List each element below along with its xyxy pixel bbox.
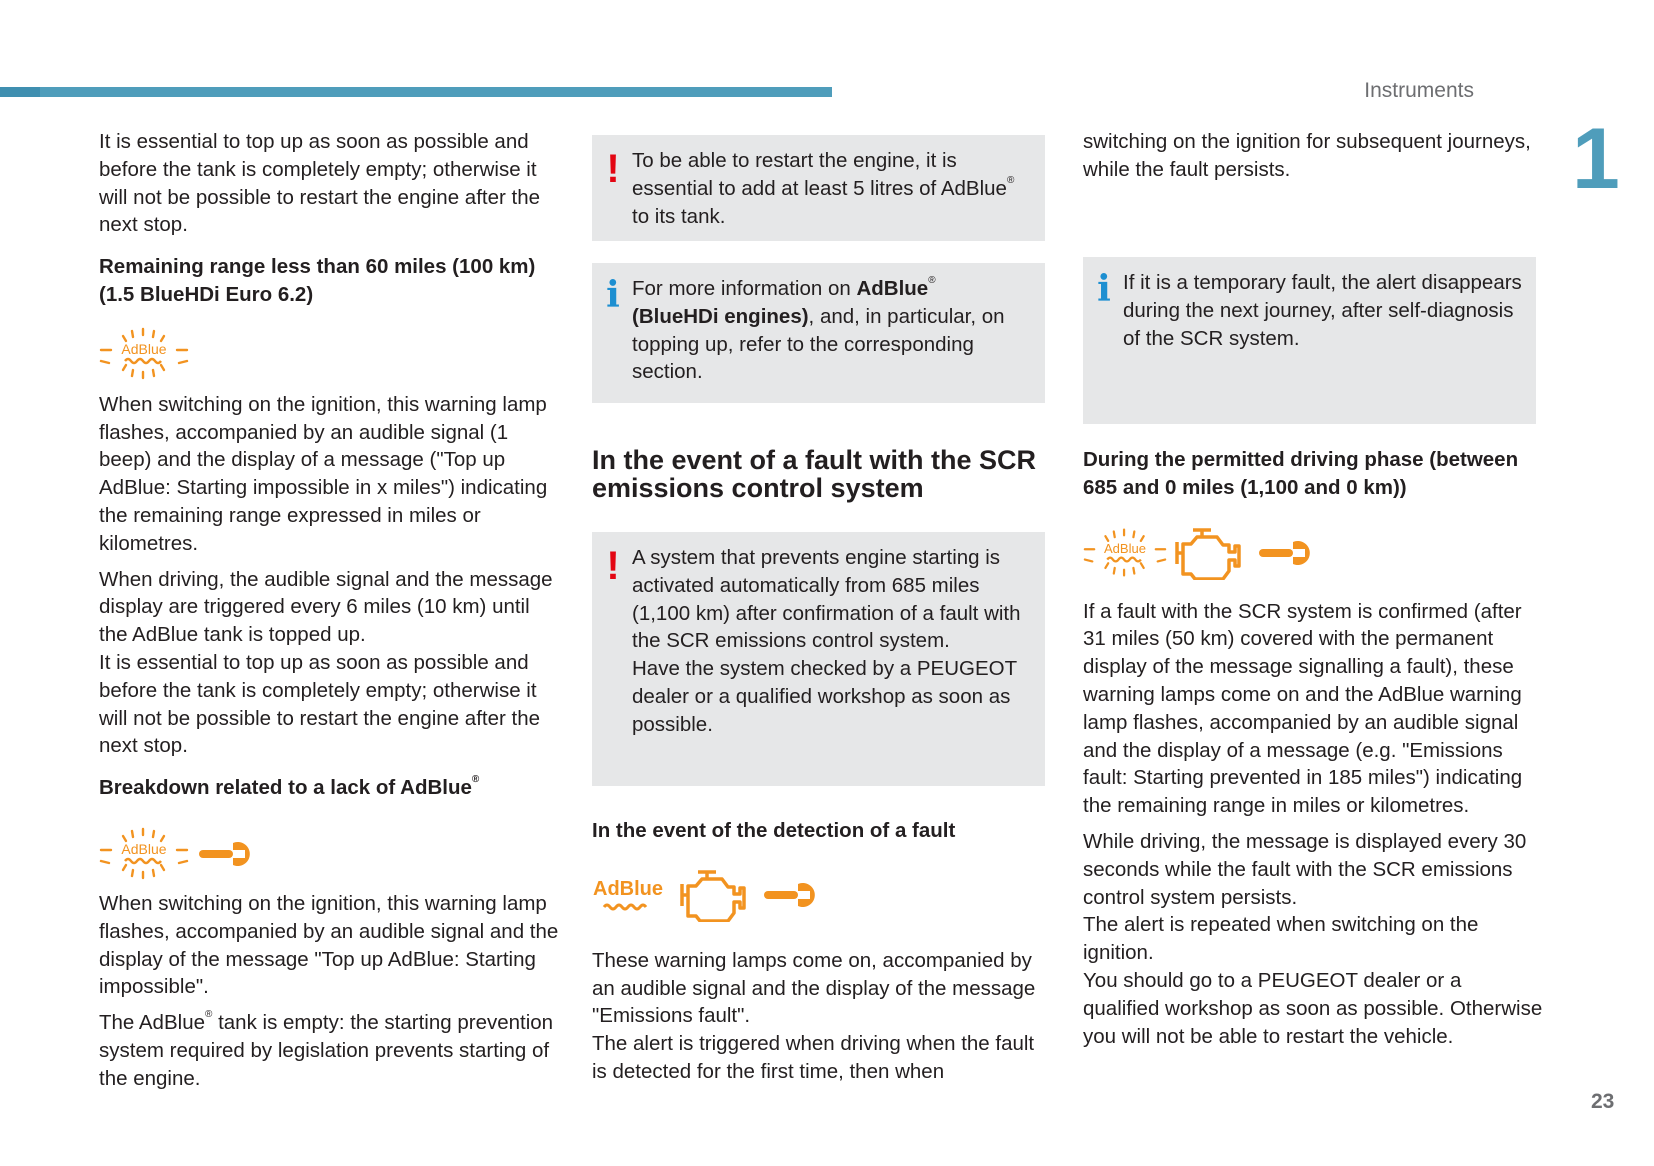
adblue-flashing-warning-icon: [99, 823, 189, 885]
header-accent-bar: [0, 87, 832, 97]
paragraph: When switching on the ignition, this warning lamp flashes, accompanied by an audible signal (1 beep) and the display of a message ("Top up AdBlue: Starting impossible in x miles") indicating the remaining range expressed in miles or kilometres.: [99, 392, 548, 555]
heading-detection-of-fault: In the event of the detection of a fault: [592, 819, 956, 842]
paragraph: The AdBlue® tank is empty: the starting prevention system required by legislation prevents starting of the engine.: [99, 1009, 554, 1090]
warning-box-starting-prevention: [592, 532, 1045, 786]
chapter-number: 1: [1572, 111, 1620, 207]
warning-box-text: To be able to restart the engine, it is essential to add at least 5 litres of AdBlue® to its tank.: [632, 149, 1015, 228]
adblue-flashing-warning-icon: [1083, 524, 1167, 582]
page-number: 23: [1591, 1090, 1615, 1113]
heading-remaining-range: Remaining range less than 60 miles (100 km) (1.5 BlueHDi Euro 6.2): [99, 255, 536, 306]
warning-exclamation-icon: !: [606, 147, 620, 191]
warning-box-restart: [592, 135, 1045, 241]
adblue-icon-label: AdBlue: [1103, 540, 1147, 556]
column-3-lower: [1083, 446, 1543, 1058]
info-box-temporary-fault: [1083, 257, 1536, 424]
paragraph: The alert is repeated when switching on the ignition.: [1083, 913, 1479, 965]
paragraph: You should go to a PEUGEOT dealer or a qualified workshop as soon as possible. Otherwise you will not be able to restart the vehicle.: [1083, 968, 1543, 1048]
adblue-icon-label: AdBlue: [121, 840, 167, 857]
paragraph: It is essential to top up as soon as possible and before the tank is completely empty; otherwise it will not be possible to restart the engine after the next stop.: [99, 650, 541, 758]
engine-fault-icon: [1171, 526, 1243, 580]
adblue-breakdown-icons: [99, 822, 559, 886]
column-1: [99, 128, 559, 1101]
info-box-text: For more information on AdBlue® (BlueHDi engines), and, in particular, on topping up, refer to the corresponding section.: [632, 275, 1005, 384]
paragraph: switching on the ignition for subsequent journeys, while the fault persists.: [1083, 130, 1531, 181]
wrench-icon: [197, 839, 257, 869]
adblue-flashing-warning-icon: [99, 323, 559, 387]
section-heading-scr-fault: In the event of a fault with the SCR emissions control system: [592, 445, 1037, 503]
paragraph: While driving, the message is displayed every 30 seconds while the fault with the SCR emissions control system persists.: [1083, 829, 1527, 909]
permitted-driving-icons: [1083, 522, 1543, 584]
wrench-icon: [762, 880, 822, 910]
heading-permitted-driving-phase: During the permitted driving phase (between 685 and 0 miles (1,100 and 0 km)): [1083, 448, 1519, 499]
wrench-icon: [1257, 538, 1317, 568]
info-icon: i: [1097, 268, 1111, 310]
paragraph: When driving, the audible signal and the message display are triggered every 6 miles (10 km) until the AdBlue tank is topped up.: [99, 567, 553, 647]
engine-fault-icon: [676, 868, 748, 922]
adblue-icon-label: AdBlue: [593, 877, 663, 900]
paragraph: If a fault with the SCR system is confirmed (after 31 miles (50 km) covered with the permanent display of the message signalling a fault), these warning lamps come on and the AdBlue warning lamp flashes, accompanied by an audible signal and the display of a message (e.g. "Emissions fault: Starting prevented in 185 miles") indicating the remaining range in miles or kilometres.: [1083, 599, 1523, 818]
adblue-warning-icon: [592, 873, 664, 917]
column-3-top: [1083, 128, 1543, 192]
paragraph: It is essential to top up as soon as possible and before the tank is completely empty; otherwise it will not be possible to restart the engine after the next stop.: [99, 130, 541, 237]
info-icon: i: [606, 274, 620, 316]
header-accent-bar-start: [0, 87, 40, 97]
info-box-text: If it is a temporary fault, the alert disappears during the next journey, after self-diagnosis of the SCR system.: [1123, 271, 1522, 350]
paragraph: These warning lamps come on, accompanied by an audible signal and the display of the message "Emissions fault".: [592, 948, 1036, 1028]
heading-breakdown: Breakdown related to a lack of AdBlue®: [99, 774, 480, 800]
column-2-lower: [592, 817, 1052, 1094]
adblue-icon-label: AdBlue: [121, 340, 167, 357]
paragraph: When switching on the ignition, this warning lamp flashes, accompanied by an audible signal and the display of the message "Top up AdBlue: Starting impossible".: [99, 891, 559, 999]
paragraph: The alert is triggered when driving when the fault is detected for the first time, then when: [592, 1032, 1035, 1083]
warning-box-text: A system that prevents engine starting is activated automatically from 685 miles (1,100 km) after confirmation of a fault with the SCR emissions control system.: [632, 546, 1021, 653]
warning-box-text: Have the system checked by a PEUGEOT dealer or a qualified workshop as soon as possible.: [632, 657, 1017, 736]
info-box-adblue: [592, 263, 1045, 403]
fault-detection-icons: [592, 865, 1052, 925]
warning-exclamation-icon: !: [606, 544, 620, 588]
section-title: Instruments: [1364, 79, 1474, 102]
